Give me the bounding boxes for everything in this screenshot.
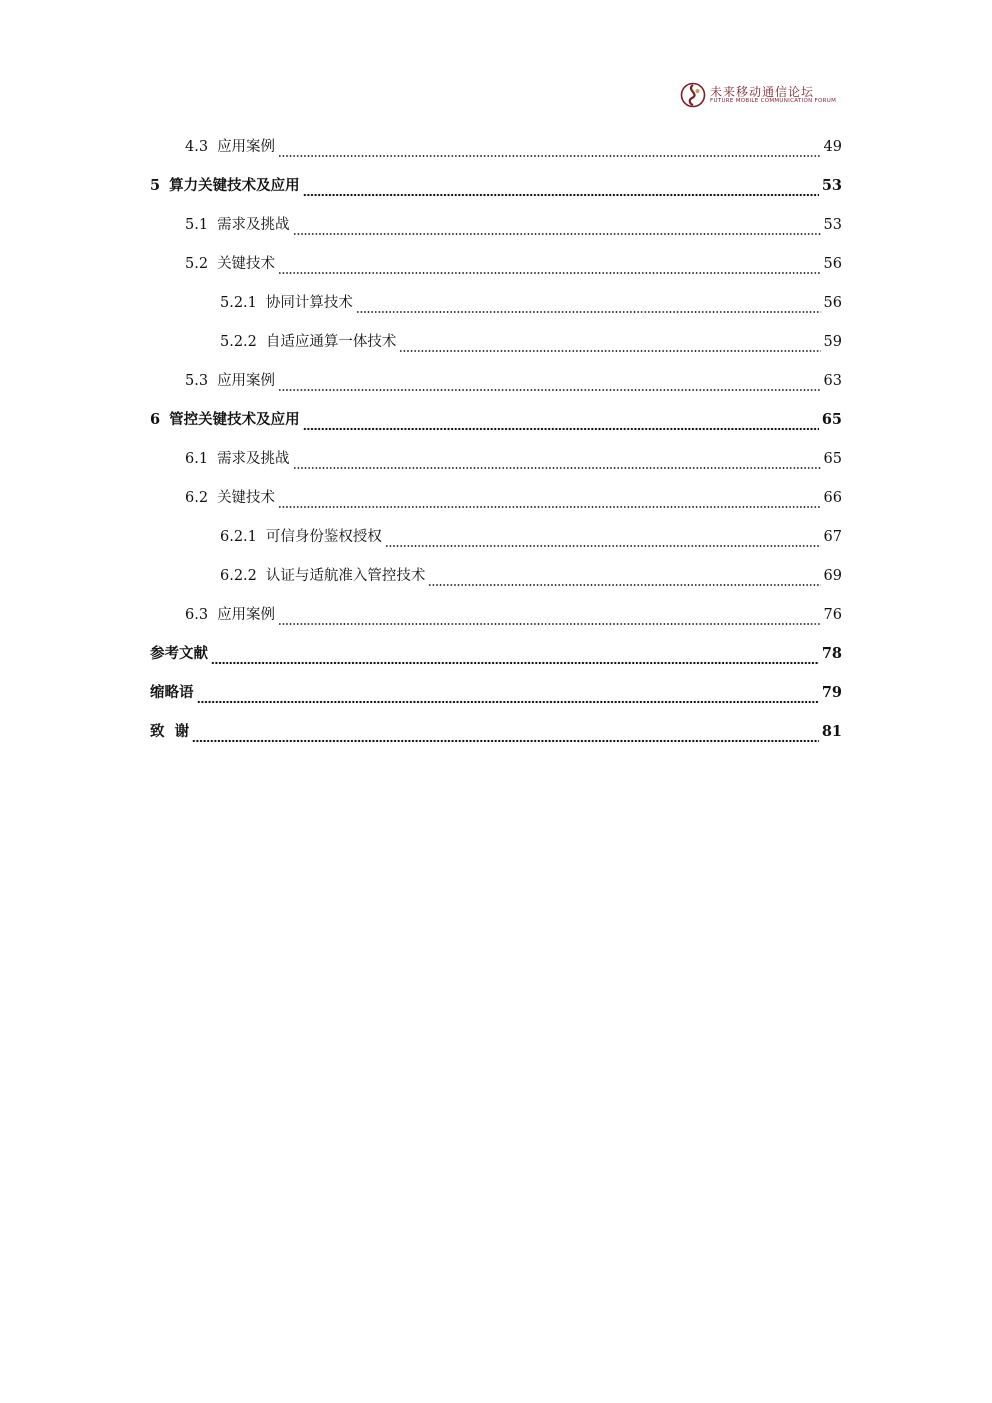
toc-entry-number: 6.2.2 [220,568,257,585]
toc-dot-leader [303,417,819,431]
toc-entry[interactable] [150,713,842,752]
toc-entry-title: 关键技术 [217,490,276,507]
toc-entry-number: 5 [150,177,161,195]
toc-entry[interactable] [150,128,842,167]
toc-dot-leader [293,222,821,236]
toc-entry[interactable] [150,518,842,557]
toc-page-number: 56 [823,256,842,273]
toc-entry-title: 缩略语 [150,684,194,702]
toc-page-number: 67 [823,529,842,546]
toc-dot-leader [356,300,821,314]
toc-entry-number: 6.2.1 [220,529,257,546]
toc-entry-title: 可信身份鉴权授权 [265,529,382,546]
toc-dot-leader [211,651,819,665]
table-of-contents [150,128,842,752]
toc-entry-title: 参考文献 [150,645,208,663]
toc-page-number: 53 [821,177,842,195]
toc-page-number: 59 [823,334,842,351]
toc-entry-number: 5.2 [185,256,209,273]
toc-entry-number: 5.2.1 [220,295,257,312]
toc-entry-title: 需求及挑战 [217,217,290,234]
toc-dot-leader [278,144,820,158]
toc-page-number: 76 [823,607,842,624]
toc-page-number: 65 [823,451,842,468]
toc-dot-leader [303,183,819,197]
toc-dot-leader [385,534,821,548]
toc-dot-leader [192,729,819,743]
toc-page-number: 49 [823,139,842,156]
toc-page-number: 65 [821,411,842,429]
toc-entry-title: 自适应通算一体技术 [265,334,397,351]
toc-entry-title: 应用案例 [217,373,276,390]
logo-text-en: FUTURE MOBILE COMMUNICATION FORUM [710,98,837,104]
toc-page-number: 81 [821,723,842,741]
toc-dot-leader [428,573,820,587]
toc-dot-leader [399,339,820,353]
toc-dot-leader [278,378,820,392]
toc-entry[interactable] [150,596,842,635]
logo-text-cn: 未来移动通信论坛 [710,85,815,99]
toc-dot-leader [293,456,821,470]
toc-dot-leader [278,261,820,275]
toc-page-number: 79 [821,684,842,702]
toc-entry[interactable] [150,557,842,596]
toc-entry[interactable] [150,479,842,518]
toc-entry[interactable] [150,206,842,245]
toc-entry[interactable] [150,440,842,479]
forum-emblem-icon [680,82,706,108]
toc-entry-number: 6 [150,411,161,429]
toc-page-number: 78 [821,645,842,663]
toc-entry-title: 致 谢 [150,723,190,741]
toc-page-number: 56 [823,295,842,312]
toc-entry-number: 5.2.2 [220,334,257,351]
toc-entry-number: 6.1 [185,451,209,468]
toc-entry-title: 关键技术 [217,256,276,273]
toc-entry[interactable] [150,674,842,713]
toc-entry[interactable] [150,284,842,323]
toc-entry[interactable] [150,167,842,206]
toc-page-number: 63 [823,373,842,390]
toc-entry-title: 应用案例 [217,139,276,156]
toc-entry-title: 认证与适航准入管控技术 [265,568,426,585]
toc-entry-number: 5.1 [185,217,209,234]
toc-page-number: 69 [823,568,842,585]
toc-dot-leader [197,690,819,704]
toc-entry-title: 应用案例 [217,607,276,624]
toc-entry[interactable] [150,362,842,401]
toc-entry[interactable] [150,323,842,362]
toc-entry[interactable] [150,635,842,674]
toc-page-number: 53 [823,217,842,234]
toc-entry-title: 管控关键技术及应用 [169,411,300,429]
toc-entry-number: 6.3 [185,607,209,624]
toc-dot-leader [278,495,820,509]
toc-entry-title: 需求及挑战 [217,451,290,468]
toc-entry-number: 5.3 [185,373,209,390]
toc-entry[interactable] [150,401,842,440]
forum-logo [678,80,838,110]
toc-entry-title: 算力关键技术及应用 [169,177,300,195]
toc-entry-title: 协同计算技术 [265,295,353,312]
toc-entry-number: 6.2 [185,490,209,507]
toc-dot-leader [278,612,820,626]
toc-entry[interactable] [150,245,842,284]
toc-page-number: 66 [823,490,842,507]
toc-entry-number: 4.3 [185,139,209,156]
